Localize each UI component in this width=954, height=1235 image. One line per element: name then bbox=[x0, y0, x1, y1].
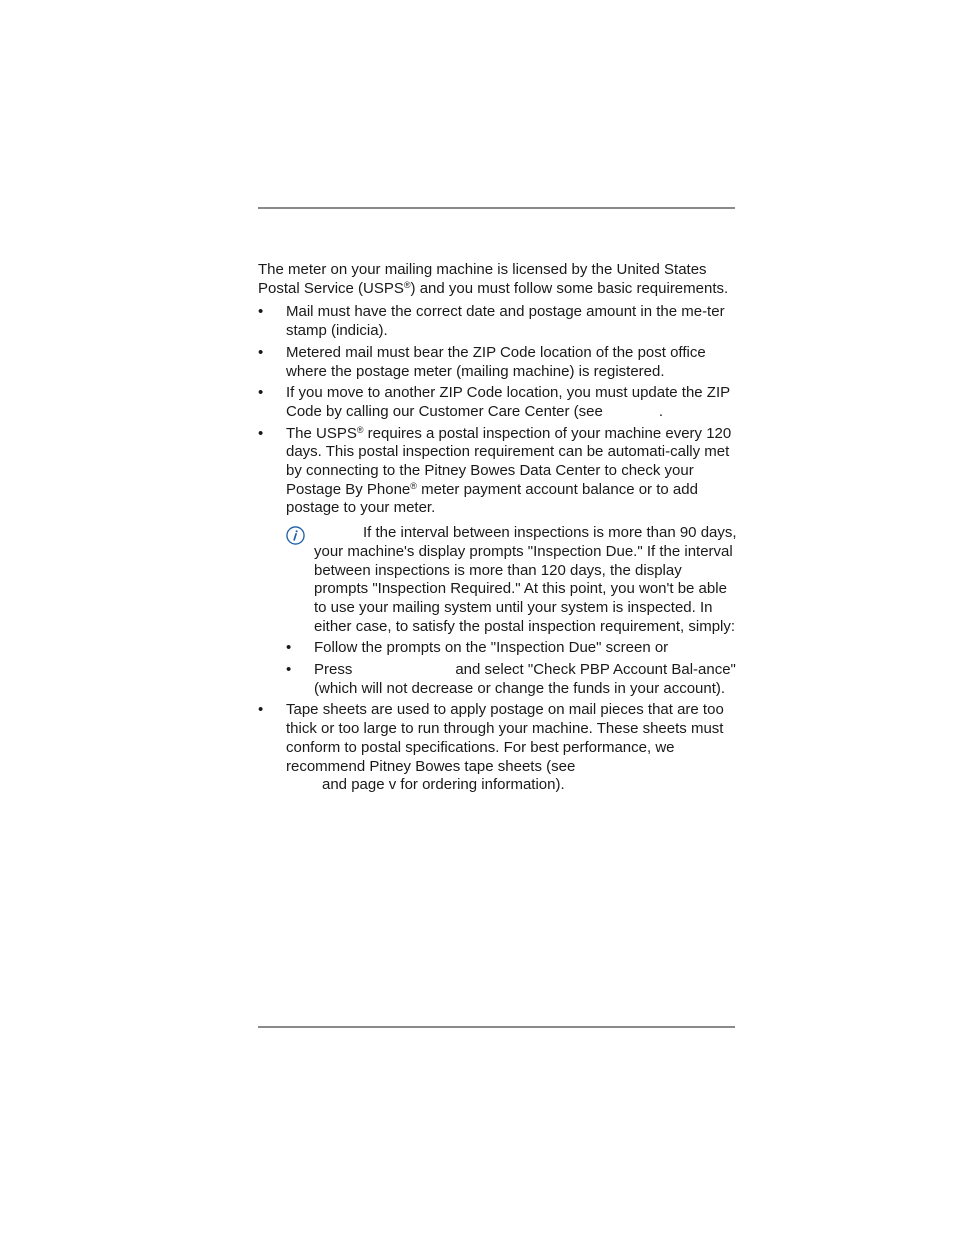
inspection-paragraph: The USPS® requires a postal inspection of your machine every 120 days. This postal inspection requirement can be automati-cally met by connecting to the Pitney Bowes Data Center to check your Postage By Phone® meter payment account balance or to add postage to your meter. bbox=[286, 424, 732, 517]
registered-mark: ® bbox=[403, 279, 411, 290]
requirements-list bbox=[258, 303, 738, 795]
footer-rule bbox=[258, 1026, 735, 1028]
bullet-icon: • bbox=[258, 701, 264, 719]
registered-mark: ® bbox=[356, 424, 364, 435]
list-item: • If you move to another ZIP Code location, you must update the ZIP Code by calling our Customer Care Center (see . bbox=[258, 384, 730, 420]
info-icon bbox=[286, 526, 305, 545]
list-item: • Follow the prompts on the "Inspection Due" screen or bbox=[286, 639, 669, 657]
note-text: If the interval between inspections is more than 90 days, your machine's display prompts "Inspection Due." If the interval between inspections is more than 120 days, the display prompts "Inspection Required." At this point, you won't be able to use your mailing system until your system is inspected. In either case, to satisfy the postal inspection requirement, simply: bbox=[314, 524, 737, 635]
bullet-icon: • bbox=[258, 384, 264, 402]
bullet-icon: • bbox=[258, 303, 264, 321]
header-rule bbox=[258, 207, 735, 209]
list-item: • Metered mail must bear the ZIP Code location of the post office where the postage meter (mailing machine) is registered. bbox=[258, 343, 706, 380]
bullet-icon: • bbox=[258, 424, 264, 442]
intro-paragraph: The meter on your mailing machine is licensed by the United States Postal Service (USPS®) and you must follow some basic requirements. bbox=[258, 261, 729, 297]
bullet-icon: • bbox=[258, 343, 264, 361]
list-item: • Press and select "Check PBP Account Bal-ance" (which will not decrease or change the funds in your account). bbox=[286, 661, 736, 697]
bullet-icon: • bbox=[286, 661, 292, 679]
inspection-steps bbox=[286, 639, 738, 698]
list-item: • Tape sheets are used to apply postage on mail pieces that are too thick or too large to run through your machine. These sheets must conform to postal specifications. For best performance, we recommend Pitney Bowes tape sheets (see and page v for ordering information). bbox=[258, 701, 724, 794]
page-content bbox=[258, 261, 738, 798]
list-item bbox=[258, 425, 738, 699]
list-item: • Mail must have the correct date and postage amount in the me-ter stamp (indicia). bbox=[258, 303, 725, 340]
note-block bbox=[286, 524, 738, 636]
bullet-icon: • bbox=[286, 639, 292, 657]
registered-mark: ® bbox=[410, 480, 417, 491]
